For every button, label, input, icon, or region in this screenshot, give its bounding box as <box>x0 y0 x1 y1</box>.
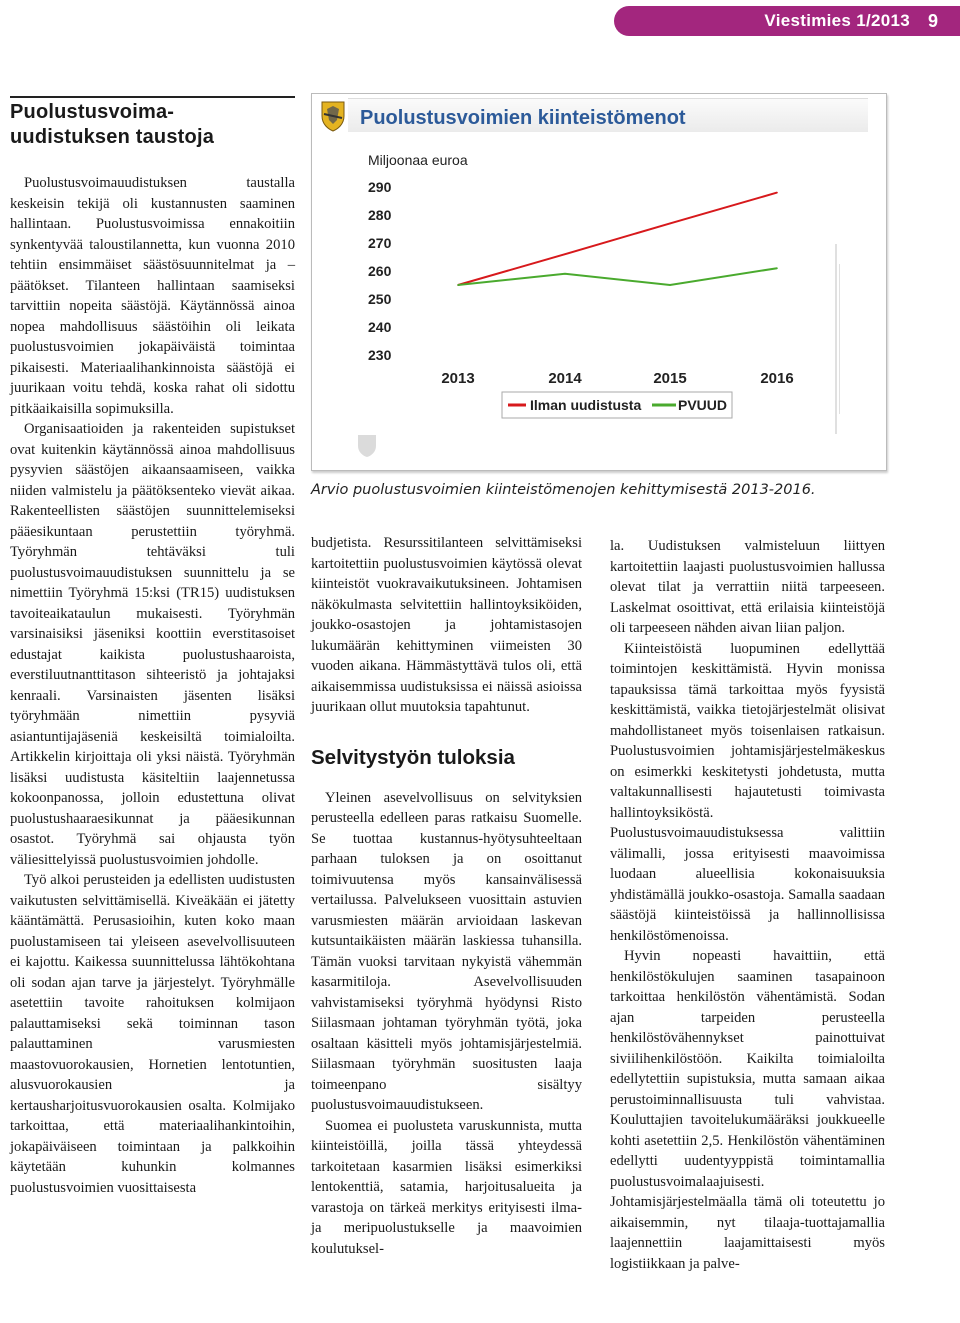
y-tick-label: 230 <box>368 347 392 363</box>
legend-label-pvuud: PVUUD <box>678 397 728 413</box>
y-tick-label: 280 <box>368 207 392 223</box>
x-tick-label: 2015 <box>653 370 687 387</box>
right-paragraph-1: la. Uudistuksen valmisteluun liittyen kartoitettiin laajasti puolustusvoimien hallussa olevat tilat ja verrattiin niitä tarpeeseen. Laskelmat osoittivat, että erilaisia kiinteistöjä oli tarpeeseen nähden aivan liian paljon. <box>610 538 885 636</box>
x-tick-label: 2016 <box>760 370 794 387</box>
data-point <box>776 267 778 269</box>
vertical-watermark-icon <box>830 244 844 434</box>
chart-figure <box>311 93 887 471</box>
left-paragraph-1: Puolustusvoimauudistuksen taustalla keskeisin tekijä oli kustannusten saaminen hallintaan. Puolustusvoimissa ennakoitiin synkentyvää taloustilannetta, kun vuonna 2010 tehtiin ensimmäiset säästösuunnitelmat ja –päätökset. Tilanteen hallintaan saamiseksi tarvittiin nopeita säästöjä. Käytännössä ainoa nopea mahdollisuus säästöihin oli leikata puolustusvoimien jokapäiväistä toimintaa pikaisesti. Materiaalihankinnoista säästöjä ei juurikaan voitu tehdä, koska rahat oli sidottu pitkäaikaisilla sopimuksilla. <box>10 175 295 417</box>
y-tick-label: 270 <box>368 235 392 251</box>
figure-caption: Arvio puolustusvoimien kiinteistömenojen kehittymisestä 2013-2016. <box>311 482 816 498</box>
line-chart <box>312 134 888 470</box>
data-point <box>564 253 566 255</box>
x-tick-label: 2013 <box>441 370 475 387</box>
right-paragraph-2: Kiinteistöistä luopuminen edellyttää toimintojen keskittämistä. Hyvin monissa tapauksissa tämä tarkoittaa myös fyysistä keskittämistä, vaikka tietojärjestelmät olisivat mahdollistaneet myös toisenlaisen ratkaisun. Puolustusvoimien johtamisjärjestelmäkeskus on esimerkki keskitetysti johdetusta, mutta valtakunnallisesti hajautetusti toimivasta hallintoyksiköstä. Puolustusvoimauudistuksessa valittiin välimalli, jossa erityisesti maavoimissa luodaan alueellisia kokonaisuuksia yhdistämällä joukko-osastoja. Samalla saadaan säästöjä kiinteistöissä ja hallinnollisissa henkilöstömenoissa. <box>610 640 885 944</box>
small-crest-icon <box>357 434 377 458</box>
data-point <box>564 273 566 275</box>
y-axis-label: Miljoonaa euroa <box>368 152 468 168</box>
subsection-title: Selvitystyön tuloksia <box>311 745 515 769</box>
chart-title: Puolustusvoimien kiinteistömenot <box>360 107 686 129</box>
y-tick-label: 240 <box>368 319 392 335</box>
y-tick-label: 250 <box>368 291 392 307</box>
data-point <box>669 284 671 286</box>
middle-paragraph-2: Yleinen asevelvollisuus on selvityksien perusteella edelleen paras ratkaisu Suomelle. Se tuottaa kustannus-hyötysuhteeltaan parhaan tuloksen ja on osoittanut toimivuutensa myös kansainvälisessä vertailussa. Palvelukseen vuosittain astuvien varusmiesten määrän arvioidaan laskevan kutsuntaikäisten määrän laskiessa tuhansilla. Tämän vuoksi tarvitaan nykyistä vähemmän kasarmitiloja. Asevelvollisuuden vahvistamiseksi työryhmä hyödynsi Risto Siilasmaan johtaman työryhmän työtä, joka osaltaan käsitteli myös johtamisjärjestelmiä. Siilasmaan työryhmän suositusten laaja toimeenpano sisältyy puolustusvoimauudistukseen. <box>311 789 582 1113</box>
middle-paragraph-1: budjetista. Resurssitilanteen selvittämiseksi kartoitettiin puolustusvoimien käytössä olevat kiinteistöt vuokravaikutuksineen. Johtamisen näkökulmasta selvitettiin hallintoyksiköiden, joukko-osastojen ja johtamistasojen lukumäärän kehittyminen viimeisten 30 vuoden aikana. Hämmästyttävä tulos oli, että aikaisemmissa uudistuksissa ei näissä asioissa juurikaan ollut muutoksia tapahtunut. <box>311 535 582 715</box>
data-point <box>776 192 778 194</box>
left-paragraph-2: Organisaatioiden ja rakenteiden supistukset ovat kuitenkin käytännössä ainoa mahdollisuus pysyvien säästöjen aikaansaamiseen, vaikka niiden valmistelu ja päätöksenteko vievät aikaa. Rakenteellisten säästöjen suunnittelemiseksi pääesikuntaan perustettiin työryhmä. Työryhmän tehtäväksi tuli puolustusvoimauudistuksen suunnittelu ja se nimettiin Työryhmä 15:ksi (TR15) uudistuksen tavoiteaikataulun mukaisesti. Työryhmän varsinaisiksi jäseniksi koottiin everstitasoiset edustajat kaikista puolustushaaroista, everstiluutnanttitason sihteeristö ja johtajaksi kenraali. Varsinaisten jäsenten lisäksi työryhmään nimettiin pysyviä asiantuntijajäseniä keskeisiltä toimialoilta. Artikkelin kirjoittaja oli yksi näistä. Työryhmän lisäksi uudistusta käsiteltiin laajennetussa kokoonpanossa, jolloin edustettuna olivat puolustushaaraesikunnat ja pääesikunnan osastot. Työryhmä sai ohjausta työn väliesittelyissä puolustusvoimien johdolle. <box>10 421 295 868</box>
data-point <box>457 284 459 286</box>
section-title <box>10 96 295 150</box>
legend-label-ilman-uudistusta: Ilman uudistusta <box>530 397 642 413</box>
middle-paragraph-3: Suomea ei puolusteta varuskunnista, mutta kiinteistöillä, joilla tässä yhteydessä tarkoitetaan kasarmien lisäksi esimerkiksi lentokenttiä, satamia, harjoitusalueita ja varastoja on tärkeä merkitys erityisesti ilma- ja meripuolustukselle ja maavoimien koulutuksel- <box>311 1117 582 1257</box>
right-column <box>610 536 885 1274</box>
magazine-title: Viestimies 1/2013 <box>764 11 910 30</box>
section-title-line1: Puolustusvoima- <box>10 101 175 123</box>
left-column <box>10 96 295 1198</box>
middle-column <box>311 533 582 1259</box>
x-tick-label: 2014 <box>548 370 582 387</box>
crest-icon <box>320 100 346 132</box>
series-line-ilman-uudistusta <box>458 193 777 285</box>
y-tick-label: 290 <box>368 179 392 195</box>
section-title-line2: uudistuksen taustoja <box>10 126 215 148</box>
header-badge <box>614 6 960 36</box>
chart-legend <box>502 392 732 418</box>
left-paragraph-3: Työ alkoi perusteiden ja edellisten uudistusten vaikutusten selvittämisellä. Kiveäkään ei jätetty kääntämättä. Perusasioihin, kuten koko maan puolustamiseen tai yleiseen asevelvollisuuteen ei kajottu. Kaikessa suunnittelussa lähtökohtana oli sodan ajan tarve ja järjestelyt. Työryhmälle asetettiin tavoite rahoituksen kolmijaon palauttamiseksi sekä toiminnan tason palauttaminen varusmiesten maastovuorokausien, Hornetien lentotuntien, alusvuorokausien ja kertausharjoitusvuorokausien osalta. Kolmijako tarkoittaa, että materiaalihankintoihin, jokapäiväiseen toimintaan ja palkkoihin käytetään kuhunkin kolmannes puolustusvoimien vuosittaisesta <box>10 872 295 1196</box>
y-tick-label: 260 <box>368 263 392 279</box>
right-paragraph-3: Hyvin nopeasti havaittiin, että henkilöstökulujen saaminen tasapainoon tarkoittaa henkilöstön vähentämistä. Sodan ajan tarpeiden perusteella henkilöstövähennykset painottuivat siviilihenkilöstöön. Kaikilta toimialoilta edellytettiin supistuksia, mutta samaan aikaa perustoiminnallisuusta tuli vahvistaa. Kouluttajien tavoitelukumääräksi joukkueelle kohti asetettiin 2,5. Henkilöstön vähentäminen edellytti uudentyyppistä toimintamallia puolustusvoimalaajuisesti. Johtamisjärjestelmäalla tämä oli toteutettu jo aikaisemmin, nyt tilaaja-tuottajamallia laajennettiin laajamittaisesti myös logistiikkaan ja palve- <box>610 948 885 1272</box>
data-point <box>669 223 671 225</box>
page-number: 9 <box>927 11 938 31</box>
